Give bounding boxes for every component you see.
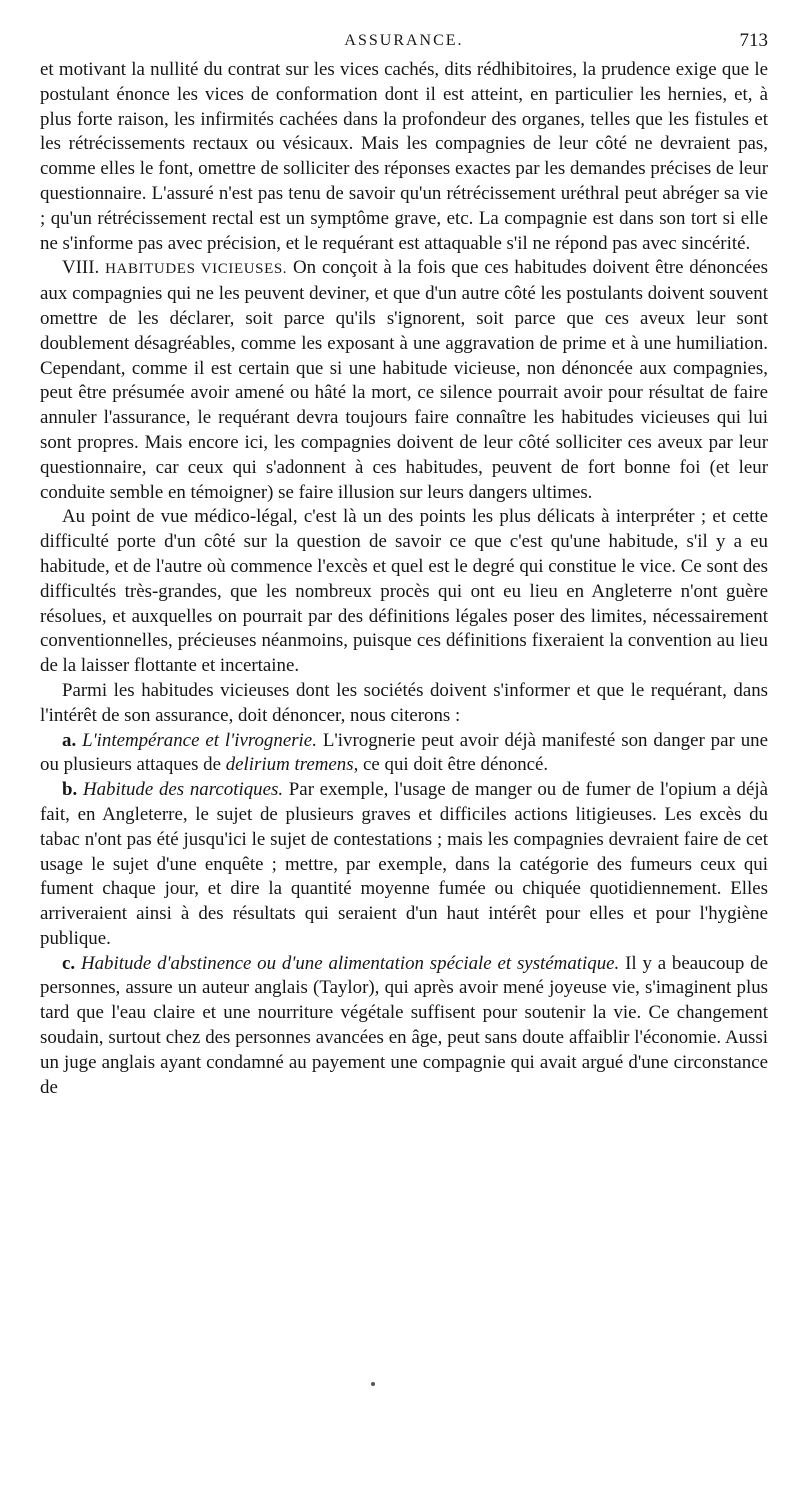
item-marker: c. [62, 952, 76, 974]
item-a [40, 729, 768, 779]
paragraph-text: et motivant la nullité du contrat sur les vices cachés, dits rédhibitoires, la prudence exige que le postulant énonce les vices de conformation dont il est atteint, en particulier les hernies, et, à plus forte raison, les infirmités cachées dans la profondeur des organes, telles que les fistules et les rétrécissements rectaux ou vésicaux. Mais les compagnies de leur côté ne devraient pas, comme elles le font, omettre de solliciter des réponses exactes par les demandes précises de leur questionnaire. L'assuré n'est pas tenu de savoir qu'un rétrécissement uréthral peut abréger sa vie ; qu'un rétrécissement rectal est un symptôme grave, etc. La compagnie est dans son tort si elle ne s'informe pas avec précision, et le requérant est attaquable s'il ne répond pas avec sincérité. [40, 59, 768, 254]
body-text [40, 58, 768, 1100]
item-marker: b. [62, 779, 78, 801]
paragraph-medico-legal [40, 505, 768, 679]
paragraph-text: L'ivrognerie peut avoir déjà manifesté son danger par une ou plusieurs attaques de [40, 729, 768, 776]
section-viii [40, 256, 768, 505]
item-b [40, 778, 768, 952]
item-heading: Habitude d'abstinence ou d'une alimentation spéciale et systématique. [80, 952, 620, 974]
italic-term: delirium tremens [225, 754, 354, 776]
running-title: ASSURANCE. [344, 32, 464, 49]
paragraph-text: Il y a beaucoup de personnes, assure un auteur anglais (Taylor), qui après avoir mené joyeuse vie, s'imaginent plus tard que l'eau claire et une nourriture végétale suffisent pour soutenir la vie. Ce changement soudain, surtout chez des personnes avancées en âge, peut sans doute affaiblir l'économie. Aussi un juge anglais ayant condamné au payement une compagnie qui avait argué d'une circonstance de [40, 952, 768, 1098]
paragraph-text: Parmi les habitudes vicieuses dont les sociétés doivent s'informer et que le requérant, dans l'intérêt de son assurance, doit dénoncer, nous citerons : [40, 679, 768, 726]
item-heading: Habitude des narcotiques. [82, 779, 284, 801]
item-heading: L'intempérance et l'ivrognerie. [82, 729, 317, 751]
paragraph-text: Par exemple, l'usage de manger ou de fumer de l'opium a déjà fait, en Angleterre, le sujet de plusieurs graves et difficiles actions litigieuses. Les excès du tabac n'ont pas été jusqu'ici le sujet de contestations ; mais les compagnies devraient faire de cet usage le sujet d'une enquête ; mettre, par exemple, dans la catégorie des fumeurs ceux qui fument chaque jour, et dire la quantité moyenne fumée ou chiquée quotidiennement. Elles arriveraient ainsi à des résultats qui seraient d'un haut intérêt pour elles et pour l'hygiène publique. [40, 779, 769, 949]
item-marker: a. [62, 729, 77, 751]
page-number: 713 [739, 30, 768, 51]
running-header [40, 30, 768, 58]
section-heading: HABITUDES VICIEUSES. [105, 261, 288, 278]
print-mark [371, 1382, 375, 1386]
paragraph-list-intro [40, 679, 768, 729]
section-number: VIII. [62, 257, 100, 279]
item-c [40, 952, 768, 1101]
paragraph-text: Au point de vue médico-légal, c'est là un des points les plus délicats à interpréter ; et cette difficulté porte d'un côté sur la question de savoir ce que c'est qu'une habitude, s'il y a eu habitude, et de l'autre où commence l'excès et quel est le degré qui constitue le vice. Ce sont des difficultés très-grandes, que les nombreux procès qui ont eu lieu en Angleterre n'ont guère résolues, et auxquelles on pourrait par des définitions légales poser des limites, nécessairement conventionnelles, précieuses néanmoins, puisque ces définitions fixeraient la convention au lieu de la laisser flottante et incertaine. [40, 506, 768, 677]
paragraph-text-after: , ce qui doit être dénoncé. [353, 754, 549, 776]
page [40, 30, 768, 1100]
paragraph-continuation [40, 58, 768, 256]
paragraph-text: On conçoit à la fois que ces habitudes doivent être dénoncées aux compagnies qui ne les peuvent deviner, et que d'un autre côté les postulants doivent souvent omettre de les déclarer, soit parce qu'ils s'ignorent, soit parce que ces aveux leur sont doublement désagréables, comme les exposant à une aggravation de prime et à une humiliation. Cependant, comme il est certain que si une habitude vicieuse, non dénoncée aux compagnies, peut être présumée avoir amené ou hâté la mort, ce silence pourrait avoir pour résultat de faire annuler l'assurance, le requérant devra toujours faire connaître les habitudes vicieuses qui lui sont propres. Mais encore ici, les compagnies doivent de leur côté solliciter ces aveux par leur questionnaire, car ceux qui s'adonnent à ces habitudes, peuvent de fort bonne foi (et leur conduite semble en témoigner) se faire illusion sur leurs dangers ultimes. [40, 257, 768, 503]
